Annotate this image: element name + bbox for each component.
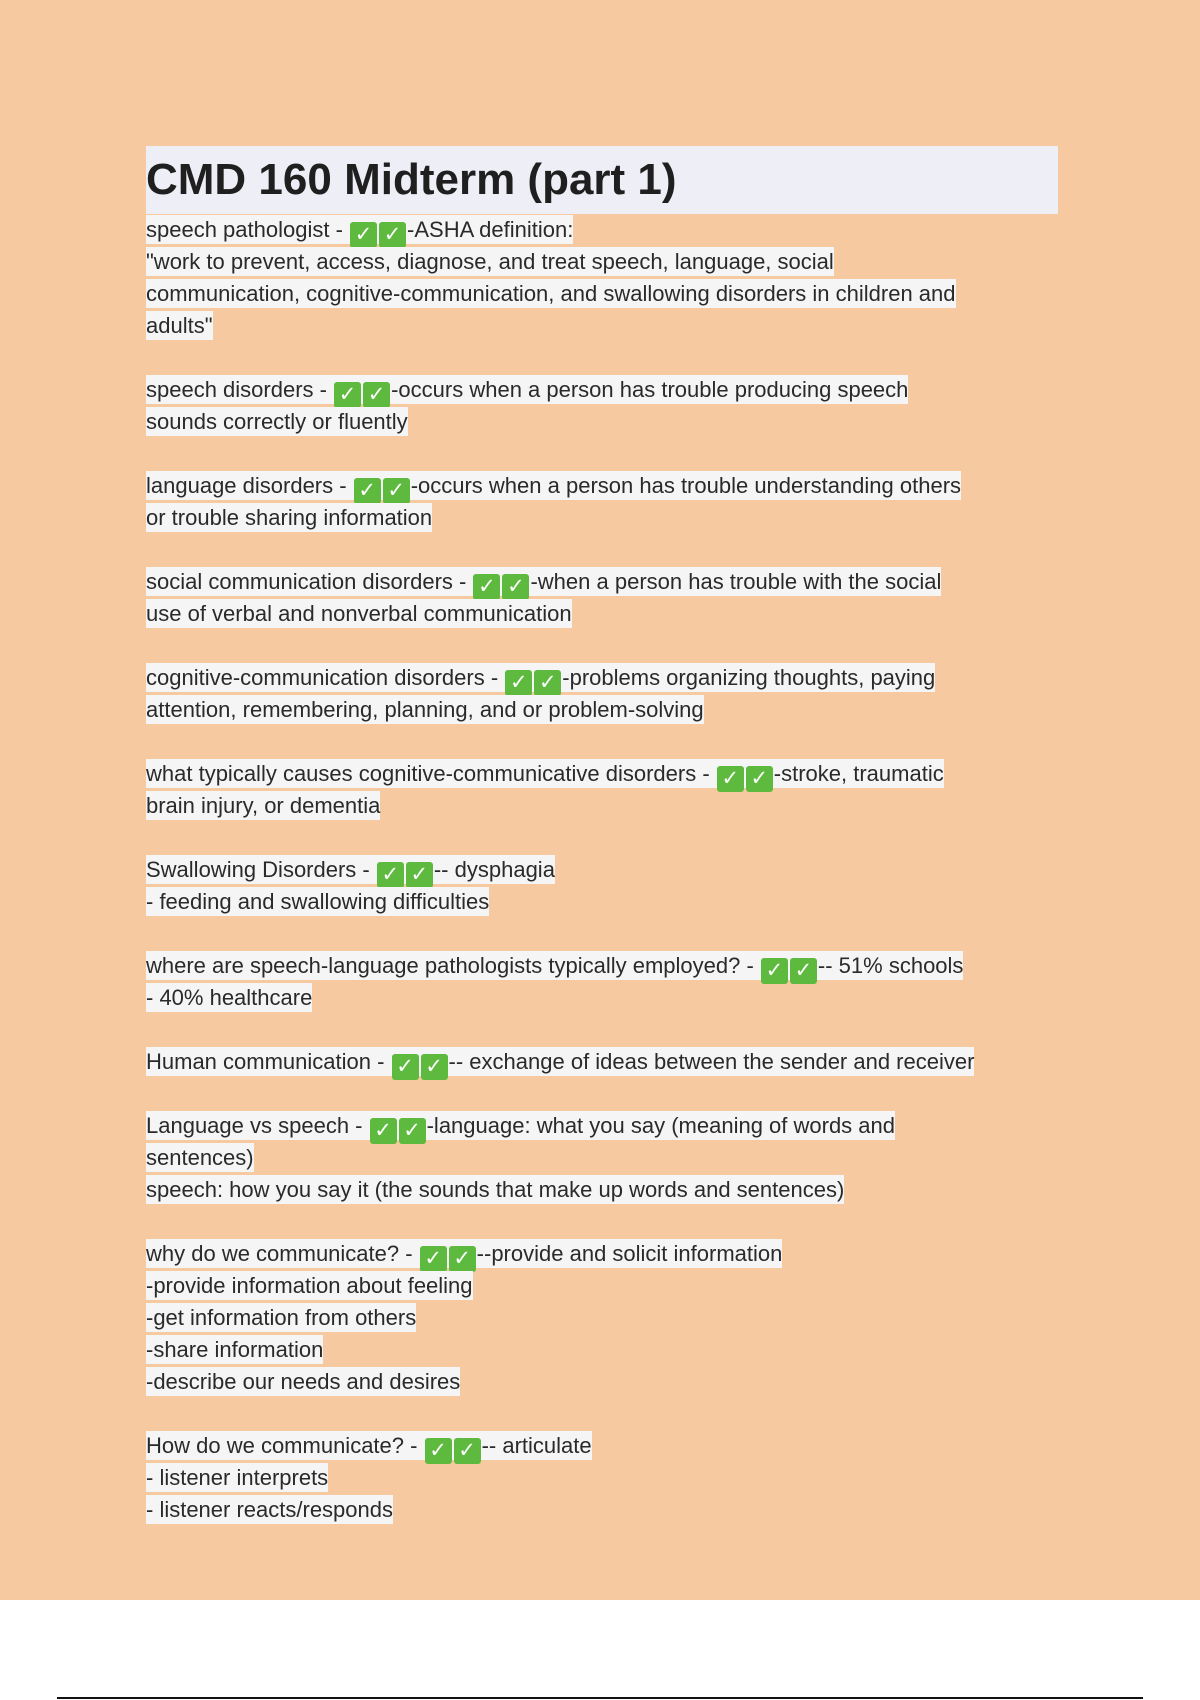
entry-answer-line [146, 1142, 1058, 1174]
text-highlight [146, 567, 941, 596]
answer-text: speech: how you say it (the sounds that make up words and sentences) [146, 1177, 845, 1202]
answer-text: attention, remembering, planning, and or problem-solving [146, 697, 704, 722]
term-text: where are speech-language pathologists typically employed? - [146, 953, 760, 978]
entry-answer-line [146, 1462, 1058, 1494]
answer-text: - listener interprets [146, 1465, 329, 1490]
flashcard-entry [146, 566, 1058, 630]
answer-text: sentences) [146, 1145, 254, 1170]
green-check-icon: ✓ [761, 958, 788, 984]
answer-marker [350, 222, 406, 248]
entry-answer-line [146, 1366, 1058, 1398]
answer-text: -problems organizing thoughts, paying [562, 665, 936, 690]
flashcard-entry [146, 1430, 1058, 1526]
answer-text: -- exchange of ideas between the sender and receiver [448, 1049, 975, 1074]
green-check-icon: ✓ [377, 862, 404, 888]
flashcard-entry [146, 374, 1058, 438]
text-highlight [146, 663, 935, 692]
text-highlight [146, 951, 963, 980]
green-check-icon: ✓ [790, 958, 817, 984]
green-check-icon: ✓ [454, 1438, 481, 1464]
title-bar [146, 146, 1058, 214]
answer-text: -stroke, traumatic [773, 761, 944, 786]
answer-text: -provide information about feeling [146, 1273, 473, 1298]
green-check-icon: ✓ [505, 670, 532, 696]
answer-text: -- dysphagia [433, 857, 555, 882]
flashcard-entry [146, 854, 1058, 918]
answer-text: "work to prevent, access, diagnose, and treat speech, language, social [146, 249, 834, 274]
term-text: why do we communicate? - [146, 1241, 419, 1266]
text-highlight [146, 1111, 895, 1140]
flashcard-entry [146, 214, 1058, 342]
footer-divider [57, 1697, 1143, 1699]
flashcard-entry [146, 950, 1058, 1014]
text-highlight [146, 471, 961, 500]
green-check-icon: ✓ [399, 1118, 426, 1144]
green-check-icon: ✓ [363, 382, 390, 408]
entry-first-line [146, 566, 1058, 598]
term-text: Swallowing Disorders - [146, 857, 376, 882]
text-highlight [146, 1431, 592, 1460]
green-check-icon: ✓ [420, 1246, 447, 1272]
entry-first-line [146, 950, 1058, 982]
answer-text: -get information from others [146, 1305, 417, 1330]
answer-marker [761, 958, 817, 984]
flashcard-entry [146, 1046, 1058, 1078]
entry-answer-line [146, 790, 1058, 822]
green-check-icon: ✓ [473, 574, 500, 600]
text-highlight [146, 215, 573, 244]
answer-text: - feeding and swallowing difficulties [146, 889, 490, 914]
answer-text: - 40% healthcare [146, 985, 313, 1010]
term-text: Language vs speech - [146, 1113, 369, 1138]
entry-first-line [146, 1110, 1058, 1142]
document-content [146, 146, 1058, 1558]
term-text: How do we communicate? - [146, 1433, 424, 1458]
entry-answer-line [146, 278, 1058, 310]
flashcard-entry [146, 1238, 1058, 1398]
green-check-icon: ✓ [370, 1118, 397, 1144]
entry-answer-line [146, 1494, 1058, 1526]
green-check-icon: ✓ [449, 1246, 476, 1272]
answer-text: -when a person has trouble with the social [530, 569, 942, 594]
answer-text: communication, cognitive-communication, and swallowing disorders in children and [146, 281, 956, 306]
term-text: language disorders - [146, 473, 353, 498]
answer-marker [377, 862, 433, 888]
term-text: cognitive-communication disorders - [146, 665, 505, 690]
text-highlight [146, 759, 944, 788]
entry-answer-line [146, 406, 1058, 438]
answer-text: sounds correctly or fluently [146, 409, 408, 434]
entry-answer-line [146, 1334, 1058, 1366]
term-text: speech disorders - [146, 377, 334, 402]
entry-first-line [146, 1046, 1058, 1078]
entry-answer-line [146, 1270, 1058, 1302]
answer-marker [425, 1438, 481, 1464]
entry-answer-line [146, 694, 1058, 726]
text-highlight [146, 1047, 974, 1076]
answer-text: -describe our needs and desires [146, 1369, 461, 1394]
green-check-icon: ✓ [534, 670, 561, 696]
answer-text: adults" [146, 313, 213, 338]
entry-answer-line [146, 598, 1058, 630]
answer-text: -language: what you say (meaning of words and [426, 1113, 896, 1138]
entry-answer-line [146, 310, 1058, 342]
green-check-icon: ✓ [334, 382, 361, 408]
flashcard-entry [146, 758, 1058, 822]
answer-text: or trouble sharing information [146, 505, 433, 530]
entry-answer-line [146, 982, 1058, 1014]
text-highlight [146, 375, 908, 404]
text-highlight [146, 855, 555, 884]
green-check-icon: ✓ [746, 766, 773, 792]
term-text: speech pathologist - [146, 217, 350, 242]
green-check-icon: ✓ [383, 478, 410, 504]
entry-answer-line [146, 502, 1058, 534]
answer-text: -ASHA definition: [407, 217, 574, 242]
green-check-icon: ✓ [406, 862, 433, 888]
term-text: Human communication - [146, 1049, 391, 1074]
answer-marker [505, 670, 561, 696]
entry-first-line [146, 214, 1058, 246]
term-text: social communication disorders - [146, 569, 473, 594]
entry-first-line [146, 1430, 1058, 1462]
answer-text: -- 51% schools [817, 953, 964, 978]
entry-answer-line [146, 246, 1058, 278]
entry-answer-line [146, 1174, 1058, 1206]
flashcard-list [146, 214, 1058, 1526]
flashcard-entry [146, 662, 1058, 726]
answer-marker [392, 1054, 448, 1080]
text-highlight [146, 1239, 782, 1268]
answer-text: -occurs when a person has trouble producing speech [391, 377, 909, 402]
answer-marker [370, 1118, 426, 1144]
answer-marker [334, 382, 390, 408]
answer-marker [354, 478, 410, 504]
green-check-icon: ✓ [379, 222, 406, 248]
answer-text: use of verbal and nonverbal communication [146, 601, 572, 626]
answer-text: - listener reacts/responds [146, 1497, 393, 1522]
page-title: CMD 160 Midterm (part 1) [146, 155, 677, 204]
flashcard-entry [146, 470, 1058, 534]
entry-first-line [146, 758, 1058, 790]
green-check-icon: ✓ [425, 1438, 452, 1464]
green-check-icon: ✓ [392, 1054, 419, 1080]
green-check-icon: ✓ [350, 222, 377, 248]
entry-answer-line [146, 886, 1058, 918]
answer-text: --provide and solicit information [476, 1241, 783, 1266]
entry-first-line [146, 374, 1058, 406]
answer-text: brain injury, or dementia [146, 793, 381, 818]
green-check-icon: ✓ [717, 766, 744, 792]
answer-text: -share information [146, 1337, 324, 1362]
answer-marker [473, 574, 529, 600]
green-check-icon: ✓ [354, 478, 381, 504]
entry-first-line [146, 470, 1058, 502]
answer-marker [717, 766, 773, 792]
answer-text: -- articulate [481, 1433, 592, 1458]
entry-first-line [146, 1238, 1058, 1270]
entry-first-line [146, 662, 1058, 694]
flashcard-entry [146, 1110, 1058, 1206]
term-text: what typically causes cognitive-communicative disorders - [146, 761, 716, 786]
entry-first-line [146, 854, 1058, 886]
answer-marker [420, 1246, 476, 1272]
green-check-icon: ✓ [502, 574, 529, 600]
entry-answer-line [146, 1302, 1058, 1334]
green-check-icon: ✓ [421, 1054, 448, 1080]
answer-text: -occurs when a person has trouble understanding others [410, 473, 962, 498]
